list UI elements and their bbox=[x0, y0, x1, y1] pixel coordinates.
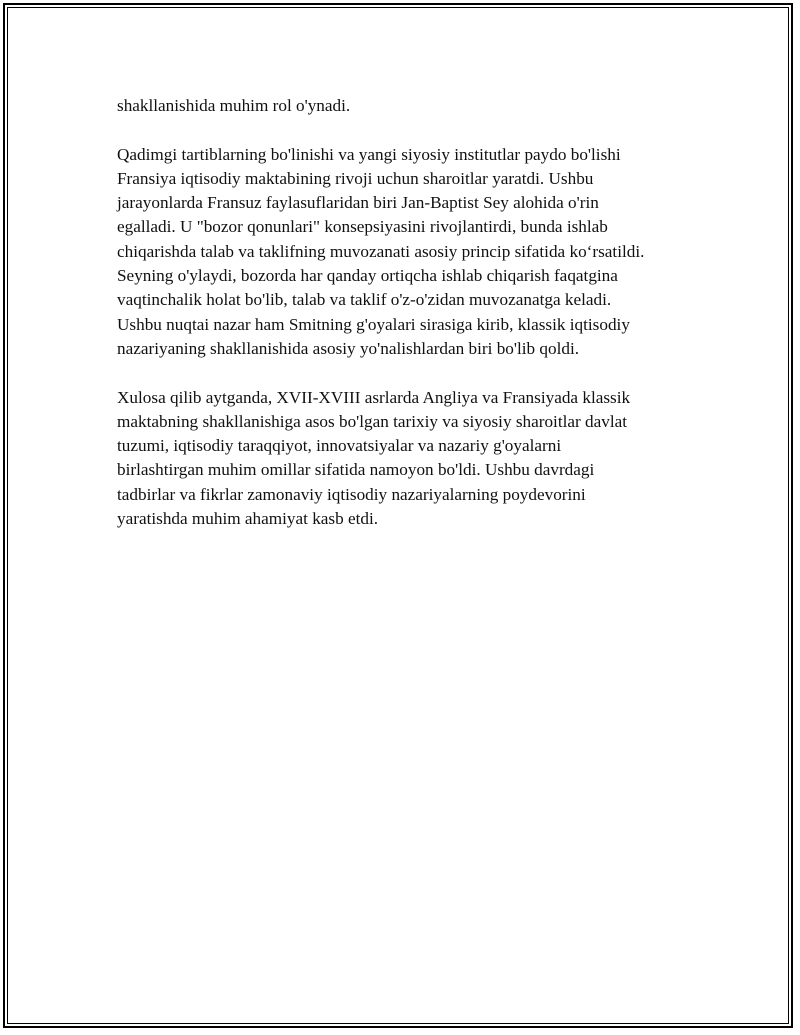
paragraph-continuation: shakllanishida muhim rol o'ynadi. bbox=[117, 96, 351, 115]
document-page bbox=[3, 3, 793, 1028]
paragraph-france-economic-school: Qadimgi tartiblarning bo'linishi va yangi siyosiy institutlar paydo bo'lishi Fransiya iqtisodiy maktabining rivoji uchun sharoitlar yaratdi. Ushbu jarayonlarda Fransuz faylasuflaridan biri Jan-Baptist Sey alohida o'rin egalladi. U "bozor qonunlari" konsepsiyasini rivojlantirdi, bunda ishlab chiqarishda talab va taklifning muvozanati asosiy princip sifatida ko‘rsatildi. Seyning o'ylaydi, bozorda har qanday ortiqcha ishlab chiqarish faqatgina vaqtinchalik holat bo'lib, talab va taklif o'z-o'zidan muvozanatga keladi. Ushbu nuqtai nazar ham Smitning g'oyalari sirasiga kirib, klassik iqtisodiy nazariyaning shakllanishida asosiy yo'nalishlardan biri bo'lib qoldi. bbox=[117, 144, 645, 358]
paragraph-conclusion: Xulosa qilib aytganda, XVII-XVIII asrlarda Angliya va Fransiyada klassik maktabning shakllanishiga asos bo'lgan tarixiy va siyosiy sharoitlar davlat tuzumi, iqtisodiy taraqqiyot, innovatsiyalar va nazariy g'oyalarni birlashtirgan muhim omillar sifatida namoyon bo'ldi. Ushbu davrdagi tadbirlar va fikrlar zamonaviy iqtisodiy nazariyalarning poydevorini yaratishda muhim ahamiyat kasb etdi. bbox=[117, 387, 631, 529]
document-body bbox=[117, 94, 702, 556]
